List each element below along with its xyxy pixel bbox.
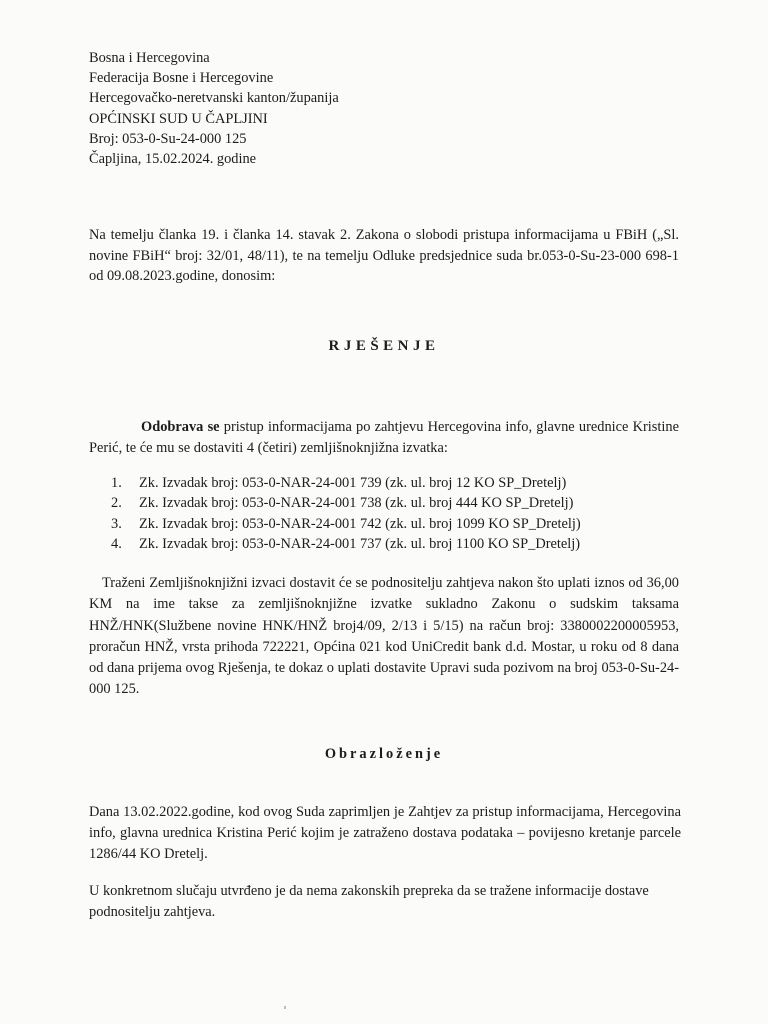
reasoning-paragraph-2: U konkretnom slučaju utvrđeno je da nema zakonskih prepreka da se tražene informacije dostave podnositelju zahtjeva. — [89, 883, 649, 920]
list-item-text: Zk. Izvadak broj: 053-0-NAR-24-001 742 (zk. ul. broj 1099 KO SP_Dretelj) — [139, 515, 581, 532]
list-item — [111, 473, 581, 493]
decision-title: RJEŠENJE — [328, 338, 440, 354]
approval-text: pristup informacijama po zahtjevu Hercegovina info, glavne urednice Kristine Perić, te će mu se dostaviti 4 (četiri) zemljišnoknjižna izvatka: — [89, 419, 679, 456]
list-item-text: Zk. Izvadak broj: 053-0-NAR-24-001 739 (zk. ul. broj 12 KO SP_Dretelj) — [139, 475, 567, 491]
list-item — [111, 493, 581, 513]
list-item — [111, 514, 581, 534]
reasoning-title: Obrazloženje — [324, 746, 444, 762]
list-item-number: 3. — [111, 515, 122, 532]
payment-paragraph — [89, 573, 679, 701]
header-country: Bosna i Hercegovina — [89, 50, 210, 66]
list-item-text: Zk. Izvadak broj: 053-0-NAR-24-001 738 (zk. ul. broj 444 KO SP_Dretelj) — [139, 495, 574, 512]
header-canton: Hercegovačko-neretvanski kanton/županija — [89, 90, 339, 107]
list-item-text: Zk. Izvadak broj: 053-0-NAR-24-001 737 (zk. ul. broj 1100 KO SP_Dretelj) — [139, 535, 581, 552]
header-federation: Federacija Bosne i Hercegovine — [89, 70, 274, 87]
list-item-number: 4. — [111, 535, 122, 552]
list-item — [111, 534, 581, 554]
extract-list — [111, 473, 581, 554]
scan-speck — [284, 1006, 286, 1009]
court-header — [89, 48, 339, 169]
approval-bold-lead: Odobrava se — [141, 419, 220, 435]
list-item-number: 2. — [111, 495, 122, 512]
payment-text: Traženi Zemljišnoknjižni izvaci dostavit će se podnositelju zahtjeva nakon što uplati iznos od 36,00 KM na ime takse za zemljišnoknjižne izvatke sukladno Zakonu o sudskim taksama HNŽ/HNK(Službene novine HNK/HNŽ broj4/09, 2/13 i 5/15) na račun broj: 3380002200005953, proračun HNŽ, vrsta prihoda 722221, Općina 021 kod UniCredit bank d.d. Mostar, u roku od 8 dana od dana prijema ovog Rješenja, te dokaz o uplati dostavite Upravi suda pozivom na broj 053-0-Su-24-000 125. — [89, 575, 679, 698]
reasoning-paragraph-1: Dana 13.02.2022.godine, kod ovog Suda zaprimljen je Zahtjev za pristup informacijama, Hercegovina info, glavna urednica Kristina Perić kojim je zatraženo dostava podataka – povijesno kretanje parcele 1286/44 KO Dretelj. — [89, 804, 681, 862]
list-item-number: 1. — [111, 475, 122, 491]
header-court-name: OPĆINSKI SUD U ČAPLJINI — [89, 110, 268, 127]
header-case-number: Broj: 053-0-Su-24-000 125 — [89, 130, 247, 147]
intro-paragraph: Na temelju članka 19. i članka 14. stavak 2. Zakona o slobodi pristupa informacijama u FBiH („Sl. novine FBiH“ broj: 32/01, 48/11), te na temelju Odluke predsjednice suda br.053-0-Su-23-000 698-1 od 09.08.2023.godine, donosim: — [89, 227, 679, 284]
header-place-date: Čapljina, 15.02.2024. godine — [89, 151, 257, 168]
approval-paragraph — [89, 417, 679, 458]
